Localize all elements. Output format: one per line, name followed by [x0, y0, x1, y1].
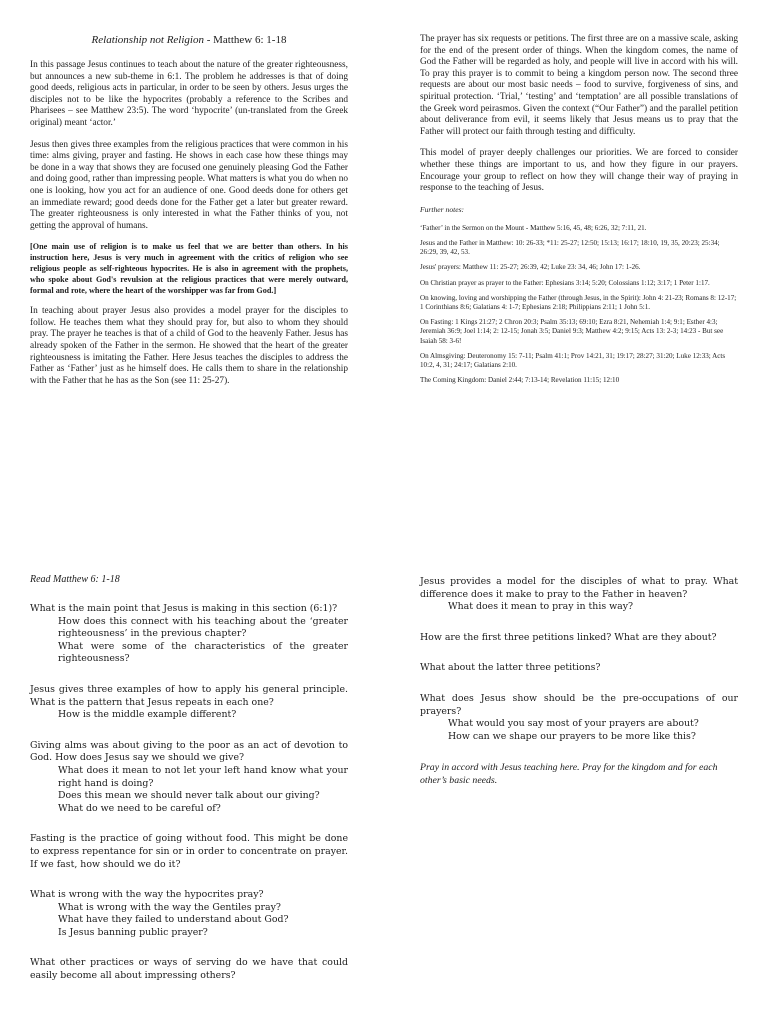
further-notes-heading: Further notes: [420, 204, 465, 214]
petitions-paragraph: The prayer has six requests or petitions. The first three are on a massive scale, asking for the end of the present order of things. When the kingdom comes, the name of God the Father will be regarded as holy, and people will live in accord with his will. To pray this prayer is to commit to being a kingdom person now. The second three requests are about our most basic needs – food to survive, forgiveness of sins, and spiritual protection. ‘Trial,’ ‘testing’ and ‘temptation’ are all possible translations of the Greek word peirasmos. Given the context (“Our Father”) and the parallel petition about deliverance from evil, it seems likely that Jesus means us to pray that the Father will protect our faith through testing and difficulty. [420, 34, 738, 137]
top-left-column [30, 34, 348, 397]
title-text: Relationship not Religion [91, 34, 204, 46]
reading-heading: Read Matthew 6: 1-18 [30, 574, 120, 585]
question-block [420, 576, 738, 614]
sub-question: What have they failed to understand about God? [58, 914, 289, 926]
question-block [30, 740, 348, 816]
sub-question: What do we need to be careful of? [58, 802, 221, 814]
sub-question: How is the middle example different? [58, 709, 237, 721]
question: Giving alms was about giving to the poor as an act of devotion to God. How does Jesus say we should we give? [30, 739, 348, 764]
question: What is wrong with the way the hypocrites pray? [30, 889, 264, 901]
sub-question: Does this mean we should never talk about our giving? [58, 790, 320, 802]
question-block [420, 662, 738, 675]
question-block [30, 889, 348, 939]
sub-question: What is wrong with the way the Gentiles pray? [58, 901, 281, 913]
question: What is the main point that Jesus is making in this section (6:1)? [30, 603, 338, 614]
sub-question: What does it mean to not let your left hand know what your right hand is doing? [58, 764, 348, 789]
question-block [30, 603, 348, 666]
question: Jesus provides a model for the disciples of what to pray. What difference does it make to pray to the Father in heaven? [420, 576, 738, 600]
prayer-teaching-paragraph: In teaching about prayer Jesus also provides a model prayer for the disciples to follow. He teaches them what they should pray for, but also to whom they should pray. The prayer he teaches is that of a child of God to the heavenly Father. Jesus has already spoken of the Father in the sermon. He showed that the heart of the greater righteousness is imitating the Father. Here Jesus teaches the disciples to address the Father as ‘Father’ just as he himself does. He calls them to share in the relationship with the Father that he has as the Son (see 11: 25-27). [30, 306, 348, 386]
closing-prayer: Pray in accord with Jesus teaching here. Pray for the kingdom and for each other’s basic needs. [420, 762, 718, 787]
bracket-note-paragraph: [One main use of religion is to make us feel that we are better than others. In his instruction here, Jesus is very much in agreement with the critics of religion who see religious people as self-righteous hypocrites. He is also in agreement with the prophets, who spoke about God's revulsion at the religious practices that were merely outward, formal and rote, where the heart of the worshipper was far from God.] [30, 242, 348, 295]
sub-question: How does this connect with his teaching about the ‘greater righteousness’ in the previous chapter? [58, 615, 348, 640]
question-block [30, 957, 348, 982]
examples-paragraph: Jesus then gives three examples from the religious practices that were common in his time: alms giving, prayer and fasting. He shows in each case how these things may be done in a way that shows they are focused one genuinely pleasing God the Father and doing good, rather than impressing people. What matters is what you do when no one is looking, how you act for an audience of one. Good deeds done for others get an immediate reward; good deeds done for the Father get a later but greater reward. The greater righteousness is only interested in what the Father thinks of you, not getting the approval of humans. [30, 139, 348, 231]
note-item: On knowing, loving and worshipping the Father (through Jesus, in the Spirit): John 4: 21-23; Romans 8: 12-17; 1 Corinthians 8:6; Galatians 4: 1-7; Ephesians 2:18; Philippians 2:11; 1 John 5:1. [420, 293, 737, 311]
intro-paragraph: In this passage Jesus continues to teach about the nature of the greater righteousness, but announces a new sub-theme in 6:1. The problem he addresses is that of doing good deeds, religious acts in particular, in order to be seen by others. Jesus urges the disciples not to be like the hypocrites (probably a reference to the Scribes and Pharisees – see Matthew 23:5). The word ‘hypocrite’ (un-translated from the Greek original) meant ‘actor.’ [30, 60, 348, 128]
question: What does Jesus show should be the pre-occupations of our prayers? [420, 692, 738, 717]
note-item: Jesus' prayers: Matthew 11: 25-27; 26:39, 42; Luke 23: 34, 46; John 17: 1-26. [420, 263, 641, 272]
note-item: The Coming Kingdom: Daniel 2:44; 7:13-14; Revelation 11:15; 12:10 [420, 376, 620, 385]
sub-question: How can we shape our prayers to be more like this? [448, 730, 696, 742]
sub-question: What would you say most of your prayers are about? [448, 718, 699, 730]
page-title [30, 34, 348, 46]
note-item: On Christian prayer as prayer to the Father: Ephesians 3:14; 5:20; Colossians 1:12; 3:17; 1 Peter 1:17. [420, 278, 710, 287]
bottom-right-column [420, 576, 738, 787]
sub-question: What does it mean to pray in this way? [448, 601, 634, 613]
question: How are the first three petitions linked? What are they about? [420, 631, 717, 643]
note-item: Jesus and the Father in Matthew: 10: 26-33; *11: 25-27; 12:50; 15:13; 16:17; 18:10, 19, 35, 20:23; 25:34; 26:29, 39, 42, 53. [420, 238, 720, 257]
question-block [420, 632, 738, 645]
title-reference: - Matthew 6: 1-18 [203, 34, 287, 46]
challenge-paragraph: This model of prayer deeply challenges our priorities. We are forced to consider whether these things are important to us, and how they figure in our prayers. Encourage your group to reflect on how they will change their way of praying in response to the teaching of Jesus. [420, 148, 738, 194]
question-block [420, 693, 738, 743]
question: What about the latter three petitions? [420, 662, 601, 674]
question: What other practices or ways of serving do we have that could easily become all about impressing others? [30, 957, 348, 982]
question: Fasting is the practice of going without food. This might be done to express repentance for sin or in order to concentrate on prayer. If we fast, how should we do it? [30, 833, 348, 870]
note-item: On Almsgiving: Deuteronomy 15: 7-11; Psalm 41:1; Prov 14:21, 31; 19:17; 28:27; 31:20; Luke 12:33; Acts 10:2, 4, 31; 24:17; Galatians 2:10. [420, 351, 726, 369]
bottom-left-column [30, 574, 348, 1001]
top-right-column [420, 34, 738, 391]
note-item: ‘Father’ in the Sermon on the Mount - Matthew 5:16, 45, 48; 6:26, 32; 7:11, 21. [420, 223, 647, 232]
sub-question: What were some of the characteristics of the greater righteousness? [58, 640, 348, 665]
question: Jesus gives three examples of how to apply his general principle. What is the pattern that Jesus repeats in each one? [30, 683, 348, 708]
note-item: On Fasting: 1 Kings 21:27; 2 Chron 20:3; Psalm 35:13; 69:10; Ezra 8:21, Nehemiah 1:4; 9:1; Esther 4:3; Jeremiah 36:9; Joel 1:14; 2: 12-15; Jonah 3:5; Daniel 9:3; Matthew 4:2; 9:15; Acts 13: 2-3; 14:23 - But see Isaiah 58: 3-6! [420, 318, 724, 345]
question-block [30, 833, 348, 871]
sub-question: Is Jesus banning public prayer? [58, 926, 208, 938]
question-block [30, 684, 348, 722]
